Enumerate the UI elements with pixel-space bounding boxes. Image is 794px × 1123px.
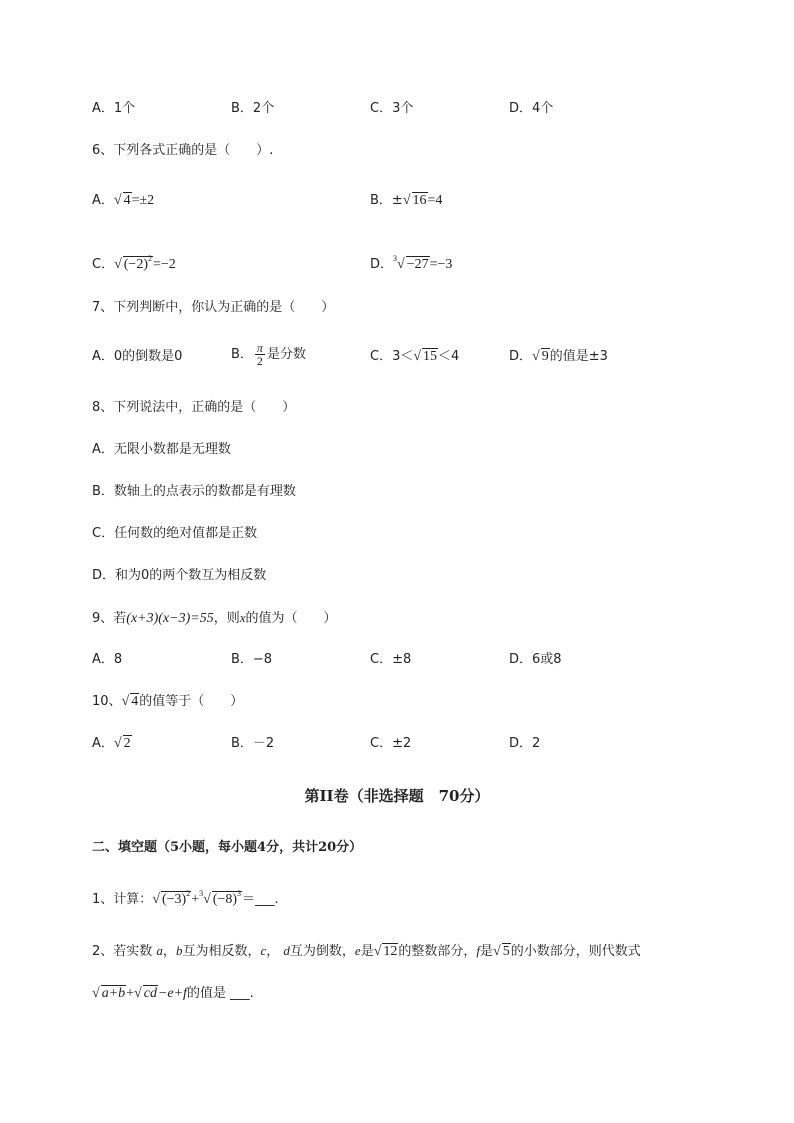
q5-option-c: C．3个 <box>370 101 414 116</box>
fill-in-section-title: 二、填空题（5小题，每小题4分，共计20分） <box>92 840 363 855</box>
q5-option-d: D．4个 <box>509 101 554 116</box>
q10-stem: 10、√ 4的值等于（ ） <box>92 694 244 709</box>
sqrt-symbol: √ 5 <box>493 944 510 959</box>
fill-q2-line2: √ a+b+√ cd−e+f的值是 ___. <box>92 986 254 1001</box>
q9-option-a: A．8 <box>92 652 123 667</box>
q10-option-b: B．－2 <box>231 736 275 751</box>
q9-option-d: D．6或8 <box>509 652 562 667</box>
sqrt-symbol: √ 4 <box>121 694 139 709</box>
sqrt-symbol: √ 15 <box>413 349 438 364</box>
sqrt-symbol: √ 12 <box>373 944 398 959</box>
q7-stem: 7、下列判断中，你认为正确的是（ ） <box>92 300 335 315</box>
q8-stem: 8、下列说法中，正确的是（ ） <box>92 400 296 415</box>
cbrt-symbol: √ $(-8)^3$ <box>203 889 242 907</box>
q7-option-b: B． $\frac{\pi}{2}$ 是分数 <box>231 341 306 368</box>
q10-option-c: C．±2 <box>370 736 412 751</box>
q6-option-a: A．√ 4=±2 <box>92 193 155 208</box>
cbrt-symbol: √ −27 <box>397 257 429 272</box>
q6-option-b: B．±√ 16=4 <box>370 193 443 208</box>
q9-option-b: B．−8 <box>231 652 273 667</box>
q7-option-a: A．0的倒数是0 <box>92 349 183 364</box>
q10-option-d: D．2 <box>509 736 541 751</box>
fill-q1: 1、计算：√ $(-3)^2+^3√$ $(-8)^3=\_\_\_$. <box>92 885 279 909</box>
fill-q2-line1: 2、若实数 a，b互为相反数，c， d互为倒数，e是√ 12的整数部分，f是√ 5的小数部分，则代数式 <box>92 943 641 959</box>
fraction: $\frac{\pi}{2}$ <box>256 341 263 368</box>
sqrt-symbol: √ a+b <box>92 986 126 1001</box>
sqrt-symbol: √ 4 <box>113 193 131 208</box>
section-2-title: 第II卷（非选择题 70分） <box>304 787 490 805</box>
q6-option-d: D．$^3$√ −27=−3 <box>370 254 453 272</box>
q8-option-a: A．无限小数都是无理数 <box>92 442 231 457</box>
q5-option-a: A．1个 <box>92 101 136 116</box>
q9-stem: 9、若(x+3)(x−3)=55，则x的值为（ ） <box>92 610 337 626</box>
q8-option-d: D．和为0的两个数互为相反数 <box>92 568 267 583</box>
q7-option-d: D．√ 9的值是±3 <box>509 349 608 364</box>
q7-option-c: C．3＜√ 15＜4 <box>370 349 460 364</box>
q9-option-c: C．±8 <box>370 652 412 667</box>
sqrt-symbol: √ 9 <box>532 349 549 364</box>
q6-option-c: C．√ $(-2)^2=-2$ <box>92 250 176 274</box>
q6-stem: 6、下列各式正确的是（ ）. <box>92 143 274 158</box>
q8-option-c: C．任何数的绝对值都是正数 <box>92 526 258 541</box>
sqrt-symbol: √ $(-2)^2$ <box>114 254 152 272</box>
sqrt-symbol: √ $(-3)^2$ <box>152 889 191 907</box>
sqrt-symbol: √ 2 <box>113 736 131 751</box>
q10-option-a: A．√ 2 <box>92 736 131 751</box>
sqrt-symbol: √ 16 <box>402 193 427 208</box>
q8-option-b: B．数轴上的点表示的数都是有理数 <box>92 484 296 499</box>
sqrt-symbol: √ cd <box>134 986 157 1001</box>
q5-option-b: B．2个 <box>231 101 275 116</box>
